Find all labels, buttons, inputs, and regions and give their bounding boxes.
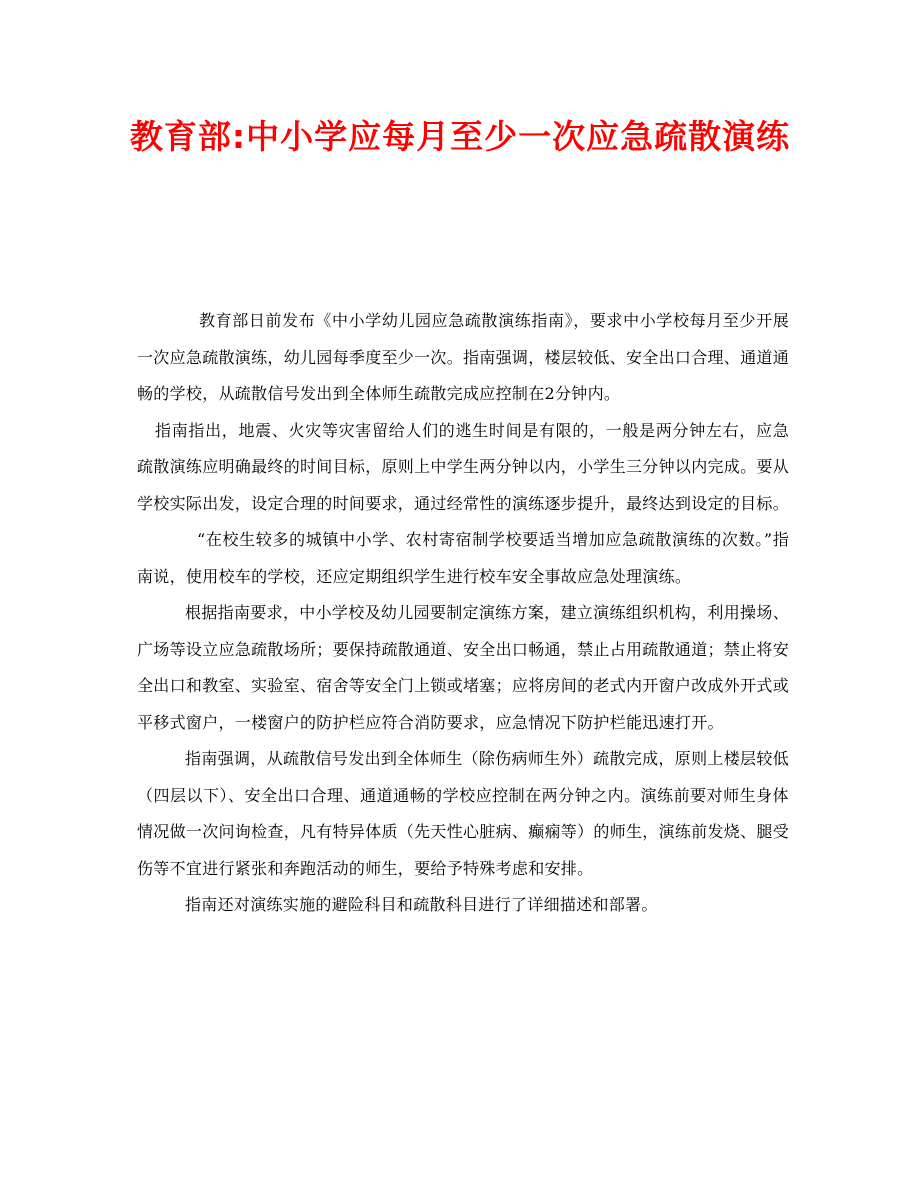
paragraph: 根据指南要求，中小学校及幼儿园要制定演练方案，建立演练组织机构，利用操场、广场等设立应急疏散场所；要保持疏散通道、安全出口畅通，禁止占用疏散通道；禁止将安全出口和教室、实验室、宿舍等安全门上锁或堵塞；应将房间的老式内开窗户改成外开式或平移式窗户，一楼窗户的防护栏应符合消防要求，应急情况下防护栏能迅速打开。 [137, 603, 790, 732]
paragraph: 指南指出，地震、火灾等灾害留给人们的逃生时间是有限的，一般是两分钟左右，应急疏散演练应明确最终的时间目标，原则上中学生两分钟以内，小学生三分钟以内完成。要从学校实际出发，设定合理的时间要求，通过经常性的演练逐步提升，最终达到设定的目标。 [137, 420, 790, 513]
paragraph: 指南强调，从疏散信号发出到全体师生（除伤病师生外）疏散完成，原则上楼层较低（四层以下）、安全出口合理、通道通畅的学校应控制在两分钟之内。演练前要对师生身体情况做一次问询检查，凡有特异体质（先天性心脏病、癫痫等）的师生，演练前发烧、腿受伤等不宜进行紧张和奔跑活动的师生，要给予特殊考虑和安排。 [137, 749, 790, 878]
paragraph: 教育部日前发布《中小学幼儿园应急疏散演练指南》，要求中小学校每月至少开展一次应急疏散演练，幼儿园每季度至少一次。指南强调，楼层较低、安全出口合理、通道通畅的学校，从疏散信号发出到全体师生疏散完成应控制在2分钟内。 [137, 311, 790, 403]
paragraph: “在校生较多的城镇中小学、农村寄宿制学校要适当增加应急疏散演练的次数。”指南说，使用校车的学校，还应定期组织学生进行校车安全事故应急处理演练。 [137, 530, 789, 586]
page-title: 教育部:中小学应每月至少一次应急疏散演练 [129, 117, 791, 156]
paragraph: 指南还对演练实施的避险科目和疏散科目进行了详细描述和部署。 [185, 895, 658, 914]
article-body [137, 303, 789, 924]
